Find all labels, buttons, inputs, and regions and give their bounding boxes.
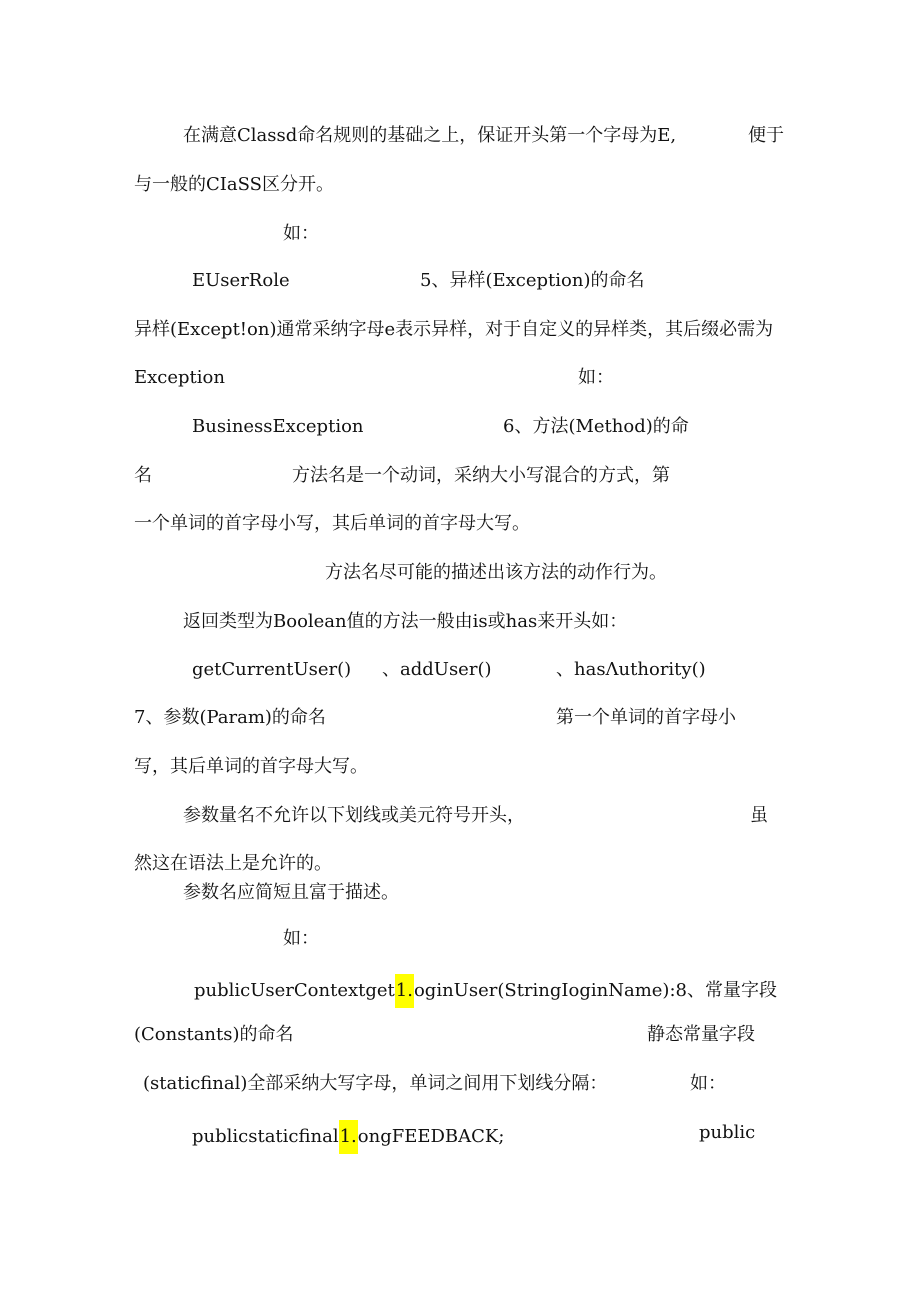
text-line: 在满意Classd命名规则的基础之上，保证开头第一个字母为E, — [183, 125, 677, 146]
code-text: getCurrentUser() — [192, 659, 352, 680]
text-line: BusinessException — [192, 416, 364, 437]
text-line: 与一般的CIaSS区分开。 — [134, 174, 334, 195]
text-line: 如： — [578, 367, 614, 388]
text-line: 第一个单词的首字母小 — [556, 707, 736, 728]
code-text: 、hasΛuthority() — [556, 659, 706, 680]
text-line: 方法名是一个动词，采纳大小写混合的方式，第 — [292, 465, 670, 486]
text-line: (staticfinal)全部采纳大写字母，单词之间用下划线分隔： — [143, 1073, 608, 1094]
text-line: 写，其后单词的首字母大写。 — [134, 756, 368, 777]
code-text: ongFEEDBACK; — [357, 1126, 505, 1147]
text-line: EUserRole — [192, 270, 290, 291]
section-heading: 6、方法(Method)的命 — [503, 416, 689, 437]
text-line: 参数量名不允许以下划线或美元符号开头， — [183, 805, 525, 826]
text-line: 返回类型为Boolean值的方法一般由is或has来开头如： — [183, 611, 628, 632]
code-text: public — [699, 1122, 756, 1143]
text-line: 如： — [283, 223, 319, 244]
text-line: 然这在语法上是允许的。 — [134, 853, 332, 874]
code-text: oginUser(StringIoginName):8、常量字段 — [413, 980, 777, 1001]
text-line: 方法名尽可能的描述出该方法的动作行为。 — [325, 562, 667, 583]
text-line: 虽 — [750, 805, 768, 826]
text-line: 异样(Except!on)通常采纳字母e表示异样，对于自定义的异样类，其后缀必需为 — [134, 319, 774, 340]
code-line — [192, 1120, 504, 1154]
text-line: 如： — [690, 1073, 726, 1094]
section-heading: (Constants)的命名 — [134, 1024, 294, 1045]
code-text: publicUserContextget — [194, 980, 395, 1001]
text-line: 参数名应简短且富于描述。 — [183, 882, 399, 903]
highlight-mark: 1. — [395, 974, 414, 1008]
section-heading: 5、异样(Exception)的命名 — [420, 270, 645, 291]
text-line: 静态常量字段 — [647, 1024, 755, 1045]
code-line — [194, 974, 777, 1008]
text-line: 便于 — [748, 125, 784, 146]
highlight-mark: 1. — [339, 1120, 358, 1154]
text-line: Exception — [134, 367, 225, 388]
text-line: 如： — [283, 928, 319, 949]
section-heading: 7、参数(Param)的命名 — [134, 707, 326, 728]
text-line: 名 — [134, 465, 152, 486]
code-text: publicstaticfinal — [192, 1126, 339, 1147]
code-text: 、addUser() — [382, 659, 492, 680]
text-line: 一个单词的首字母小写，其后单词的首字母大写。 — [134, 513, 530, 534]
